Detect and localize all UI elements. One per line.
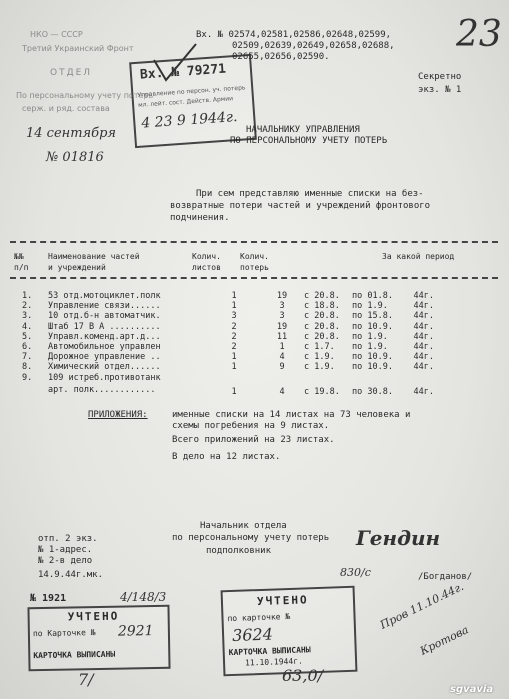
page-number: 23 [456,14,502,55]
appendix-line-1: именные списки на 14 листах на 73 человека и [172,410,411,420]
row-number [22,383,48,397]
vx-numbers-3: 02655,02656,02590. [232,52,330,62]
org-line-3: ОТДЕЛ [50,68,93,78]
row-to: по 15.8. [352,311,393,322]
row-year: 44г. [413,291,434,301]
row-year: 44г. [413,362,434,373]
check-mark-icon [150,40,200,90]
row-to: по 1.9. [352,342,388,353]
intro-3: подчинения. [170,213,230,223]
row-name: 53 отд.мотоциклет.полк [48,291,161,301]
secret-label: Секретно [418,72,462,82]
copies-line-1: отп. 2 экз. [38,534,98,544]
bottom-left-fraction: 4/148/3 [120,590,167,604]
table-row [22,342,434,352]
handwritten-signature: Гендин [356,526,441,550]
handwritten-mark: 830/с [340,566,371,579]
appendix-line-4: В дело на 12 листах. [172,452,281,462]
table-row [22,352,434,362]
bottom-center-stamp-issued: КАРТОЧКА ВЫПИСАНЫ [228,645,311,658]
copies-line-4: 14.9.44г.мк. [38,570,104,580]
header-losses-2: потерь [240,263,269,272]
row-to: по 01.8. [352,291,393,301]
row-to: по 1.9. [352,301,388,312]
appendix-line-2: схемы погребения на 9 листах. [172,421,330,431]
row-from: с 1.9. [304,352,335,363]
row-sheets [208,373,260,383]
copies-line-3: № 2-в дело [38,556,93,566]
vx-numbers-1: Вх. № 02574,02581,02586,02648,02599, [196,30,392,40]
copies-line-2: № 1-адрес. [38,545,93,555]
row-number: 5. [22,331,33,342]
row-losses: 19 [276,321,288,332]
vx-numbers-2: 02509,02639,02649,02658,02688, [232,41,395,51]
row-name: Штаб 17 В А .......... [48,321,161,332]
row-year: 44г. [413,311,434,322]
table-header-rule [10,277,498,279]
row-sheets: 1 [231,386,237,397]
row-from: с 20.8. [304,331,340,342]
header-losses-1: Колич. [240,252,269,261]
row-name: 10 отд.б-н автоматчик. [48,311,161,322]
row-name: Управление связи...... [48,301,161,312]
row-losses: 9 [279,362,285,373]
bottom-left-stamp [27,605,170,671]
watermark: sgvavia [450,684,494,695]
row-year: 44г. [413,386,434,397]
bottom-center-stamp-card: по карточке № [227,611,291,624]
header-sheets-2: листов [192,263,221,272]
row-sheets: 1 [231,301,237,312]
copy-number: экз. № 1 [418,85,462,95]
row-sheets: 3 [231,311,237,322]
row-losses [260,373,304,383]
table-top-rule [10,241,498,243]
row-sheets: 2 [231,331,237,342]
table-row [22,373,434,383]
row-number: 4. [22,321,33,332]
bottom-center-stamp-title: УЧТЕНО [256,593,309,609]
org-line-5: серж. и ряд. состава [22,104,110,113]
bottom-center-stamp [221,586,358,677]
row-from: с 18.8. [304,301,340,312]
row-losses: 4 [279,352,285,363]
org-line-2: Третий Украинский Фронт [22,44,134,53]
row-name: Автомобильное управлен [48,342,161,353]
row-from: с 20.8. [304,311,340,322]
intro-2: возвратные потери частей и учреждений фронтового [170,201,431,211]
row-sheets: 1 [231,362,237,373]
row-losses: 3 [279,301,285,312]
row-from [304,373,352,383]
addressee-1: НАЧАЛЬНИКУ УПРАВЛЕНИЯ [246,125,360,135]
losses-table [22,291,434,397]
row-name: Дорожное управление .. [48,352,161,363]
row-sheets: 2 [231,321,237,332]
table-row [22,322,434,332]
appendix-label: ПРИЛОЖЕНИЯ: [88,410,148,420]
row-sheets: 1 [231,291,237,301]
row-name: Химический отдел...... [48,362,161,373]
table-row [22,291,434,301]
incoming-stamp-title: Вх. № 79271 [139,61,227,83]
row-number: 7. [22,352,33,363]
row-sheets: 2 [231,342,237,353]
row-losses: 1 [279,342,285,353]
header-name-1: Наименование частей [48,252,140,261]
intro-1: При сем представляю именные списки на без- [196,189,424,199]
bottom-center-stamp-card-hand: 3624 [231,624,274,645]
incoming-stamp-text1: Управление по персон. уч. потерь [137,84,246,99]
row-from: с 1.9. [304,362,335,373]
row-year [404,373,434,383]
row-number: 1. [22,291,33,301]
table-row [22,332,434,342]
addressee-2: ПО ПЕРСОНАЛЬНОМУ УЧЕТУ ПОТЕРЬ [230,136,388,146]
incoming-stamp-text2: мл. лейт. соcт. Действ. Армии [137,95,234,109]
row-year: 44г. [413,301,434,312]
table-row [22,383,434,397]
header-name-2: и учреждений [48,263,106,272]
bottom-left-number: № 1921 [30,593,67,604]
bottom-left-stamp-issued: КАРТОЧКА ВЫПИСАНЫ [33,649,116,661]
appendix-line-3: Всего приложений на 23 листах. [172,435,335,445]
row-from: с 1.7. [304,342,335,353]
row-to: по 10.9. [352,352,393,363]
side-note-1: Пров 11.10.44г. [378,580,466,632]
header-period: За какой период [382,252,455,261]
row-name: 109 истреб.противотанк [48,372,161,383]
row-losses: 4 [279,386,285,397]
bottom-left-stamp-card-hand: 2921 [117,623,154,640]
signature-title-2: по персональному учету потерь [172,533,330,543]
row-from: с 19.8. [304,386,340,397]
signature-rank: подполковник [206,546,272,556]
bottom-center-stamp-date: 11.10.1944г. [244,656,304,668]
table-row [22,362,434,372]
signer-name: /Богданов/ [418,572,473,582]
row-year: 44г. [413,331,434,342]
header-num-1: №№ [14,252,24,261]
row-year: 44г. [413,321,434,332]
row-to: по 10.9. [352,321,393,332]
row-sheets: 1 [231,352,237,363]
org-line-1: НКО — СССР [30,30,83,39]
row-losses: 11 [276,331,288,342]
outgoing-number: № 01816 [46,150,104,165]
org-line-4: По персональному учету потерь [16,91,154,100]
row-name: арт. полк............ [48,384,156,395]
row-year: 44г. [413,342,434,353]
row-year: 44г. [413,352,434,363]
row-from: с 20.8. [304,321,340,332]
row-number: 2. [22,301,33,312]
row-to: по 1.9. [352,331,388,342]
header-sheets-1: Колич. [192,252,221,261]
row-to: по 30.8. [352,386,393,397]
incoming-stamp-date: 4 23 9 1944г. [140,108,238,132]
row-losses: 19 [276,291,288,301]
row-number: 9. [22,372,33,383]
header-num-2: п/п [14,263,29,272]
bottom-left-stamp-title: УЧТЕНО [67,609,120,624]
row-to: по 10.9. [352,362,393,373]
row-number: 8. [22,362,33,373]
row-number: 3. [22,311,33,322]
row-from: с 20.8. [304,291,340,301]
handwritten-date: 14 сентября [26,126,117,141]
bottom-center-hand: 63,0/ [282,666,324,685]
bottom-left-stamp-card: по Карточке № [32,628,96,639]
table-row [22,301,434,311]
table-row [22,311,434,321]
row-to [352,373,404,383]
row-number: 6. [22,342,33,353]
side-note-2: Кротова [418,623,471,658]
signature-title-1: Начальник отдела [200,521,287,531]
row-losses: 3 [279,311,285,322]
row-name: Управл.коменд.арт.д... [48,331,161,342]
bottom-left-hand: 7/ [78,670,94,689]
